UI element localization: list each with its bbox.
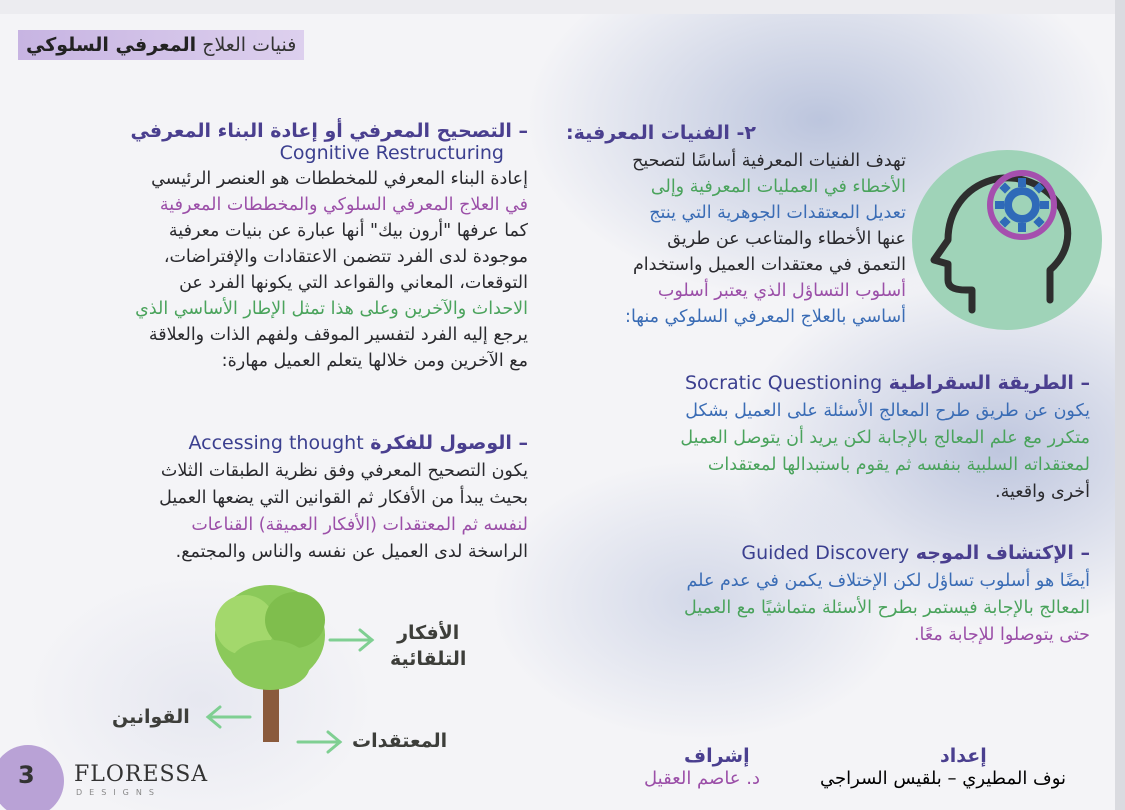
section-heading <box>545 542 1090 564</box>
line: الأخطاء في العمليات المعرفية وإلى <box>650 177 906 197</box>
section-paragraph <box>548 148 906 330</box>
line: حتى يتوصلوا للإجابة معًا. <box>913 625 1090 645</box>
label-line: الأفكار <box>397 622 460 644</box>
cognitive-techniques-section <box>548 122 906 330</box>
label-line: التلقائية <box>390 648 467 670</box>
line: بحيث يبدأ من الأفكار ثم القوانين التي يضعها العميل <box>159 488 528 508</box>
line: لنفسه ثم المعتقدات (الأفكار العميقة) القناعات <box>191 515 528 535</box>
line: أساسي بالعلاج المعرفي السلوكي منها: <box>625 307 906 327</box>
heading-ar: – الوصول للفكرة <box>370 432 528 454</box>
supervised-by-label: إشراف <box>684 745 750 767</box>
rules-label: القوانين <box>112 706 190 728</box>
line: المعالج بالإجابة فيستمر بطرح الأسئلة متماشيًا مع العميل <box>683 598 1090 618</box>
heading-ar: – الطريقة السقراطية <box>888 372 1090 394</box>
title-regular: فنيات العلاج <box>202 34 297 56</box>
line: أسلوب التساؤل الذي يعتبر أسلوب <box>657 281 906 301</box>
section-paragraph <box>38 458 528 566</box>
logo-sub: DESIGNS <box>76 788 161 797</box>
section-paragraph <box>545 568 1090 649</box>
line: لمعتقداته السلبية بنفسه ثم يقوم باستبدالها لمعتقدات <box>707 455 1090 475</box>
line: أيضًا هو أسلوب تساؤل لكن الإختلاف يكمن في عدم علم <box>686 571 1090 591</box>
restructuring-section <box>38 120 528 374</box>
page-number: 3 <box>18 761 35 789</box>
head-gear-icon <box>912 150 1102 330</box>
line: تهدف الفنيات المعرفية أساسًا لتصحيح <box>632 151 906 171</box>
prepared-by-label: إعداد <box>940 745 987 767</box>
line: مع الآخرين ومن خلالها يتعلم العميل مهارة: <box>221 351 528 371</box>
line: يرجع إليه الفرد لتفسير الموقف ولفهم الذات والعلاقة <box>148 325 528 345</box>
section-heading: – التصحيح المعرفي أو إعادة البناء المعرفي <box>130 120 528 142</box>
socratic-section <box>545 372 1090 506</box>
line: تعديل المعتقدات الجوهرية التي ينتج <box>649 203 906 223</box>
page-edge <box>1115 0 1125 810</box>
supervised-by-name: د. عاصم العقيل <box>644 768 761 789</box>
heading-en: Accessing thought <box>188 432 364 454</box>
section-heading: ٢- الفنيات المعرفية: <box>565 122 756 144</box>
line: كما عرفها "أرون بيك" أنها عبارة عن بنيات معرفية <box>168 221 528 241</box>
line: يكون عن طريق طرح المعالج الأسئلة على العميل بشكل <box>685 401 1090 421</box>
beliefs-label: المعتقدات <box>352 730 448 752</box>
section-heading <box>545 372 1090 394</box>
line: التوقعات، المعاني والقواعد التي يكونها الفرد عن <box>179 273 528 293</box>
line: متكرر مع علم المعالج بالإجابة لكن يريد أن يتوصل العميل <box>680 428 1090 448</box>
line: التعمق في معتقدات العميل واستخدام <box>632 255 906 275</box>
line: الراسخة لدى العميل عن نفسه والناس والمجتمع. <box>175 542 528 562</box>
line: موجودة لدى الفرد تتضمن الاعتقادات والإفتراضات، <box>163 247 528 267</box>
accessing-thought-section <box>38 432 528 566</box>
line: يكون التصحيح المعرفي وفق نظرية الطبقات الثلاث <box>160 461 528 481</box>
heading-en: Guided Discovery <box>741 542 910 564</box>
top-bar <box>0 0 1125 14</box>
prepared-by-names: نوف المطيري – بلقيس السراجي <box>820 768 1067 789</box>
guided-discovery-section <box>545 542 1090 649</box>
logo: FLORESSA <box>74 762 209 787</box>
line: في العلاج المعرفي السلوكي والمخططات المعرفية <box>159 195 528 215</box>
heading-en: Socratic Questioning <box>685 372 883 394</box>
page-title <box>18 30 304 60</box>
line: أخرى واقعية. <box>995 482 1090 502</box>
section-paragraph <box>545 398 1090 506</box>
line: إعادة البناء المعرفي للمخططات هو العنصر الرئيسي <box>151 169 528 189</box>
auto-thoughts-label <box>390 620 466 672</box>
line: الاحداث والآخرين وعلى هذا تمثل الإطار الأساسي الذي <box>135 299 528 319</box>
section-heading <box>38 432 528 454</box>
heading-ar: – الإكتشاف الموجه <box>915 542 1090 564</box>
section-heading-en: Cognitive Restructuring <box>279 142 504 164</box>
title-bold: المعرفي السلوكي <box>26 34 197 56</box>
page-number-badge <box>0 745 64 810</box>
line: عنها الأخطاء والمتاعب عن طريق <box>667 229 906 249</box>
section-paragraph <box>38 166 528 374</box>
